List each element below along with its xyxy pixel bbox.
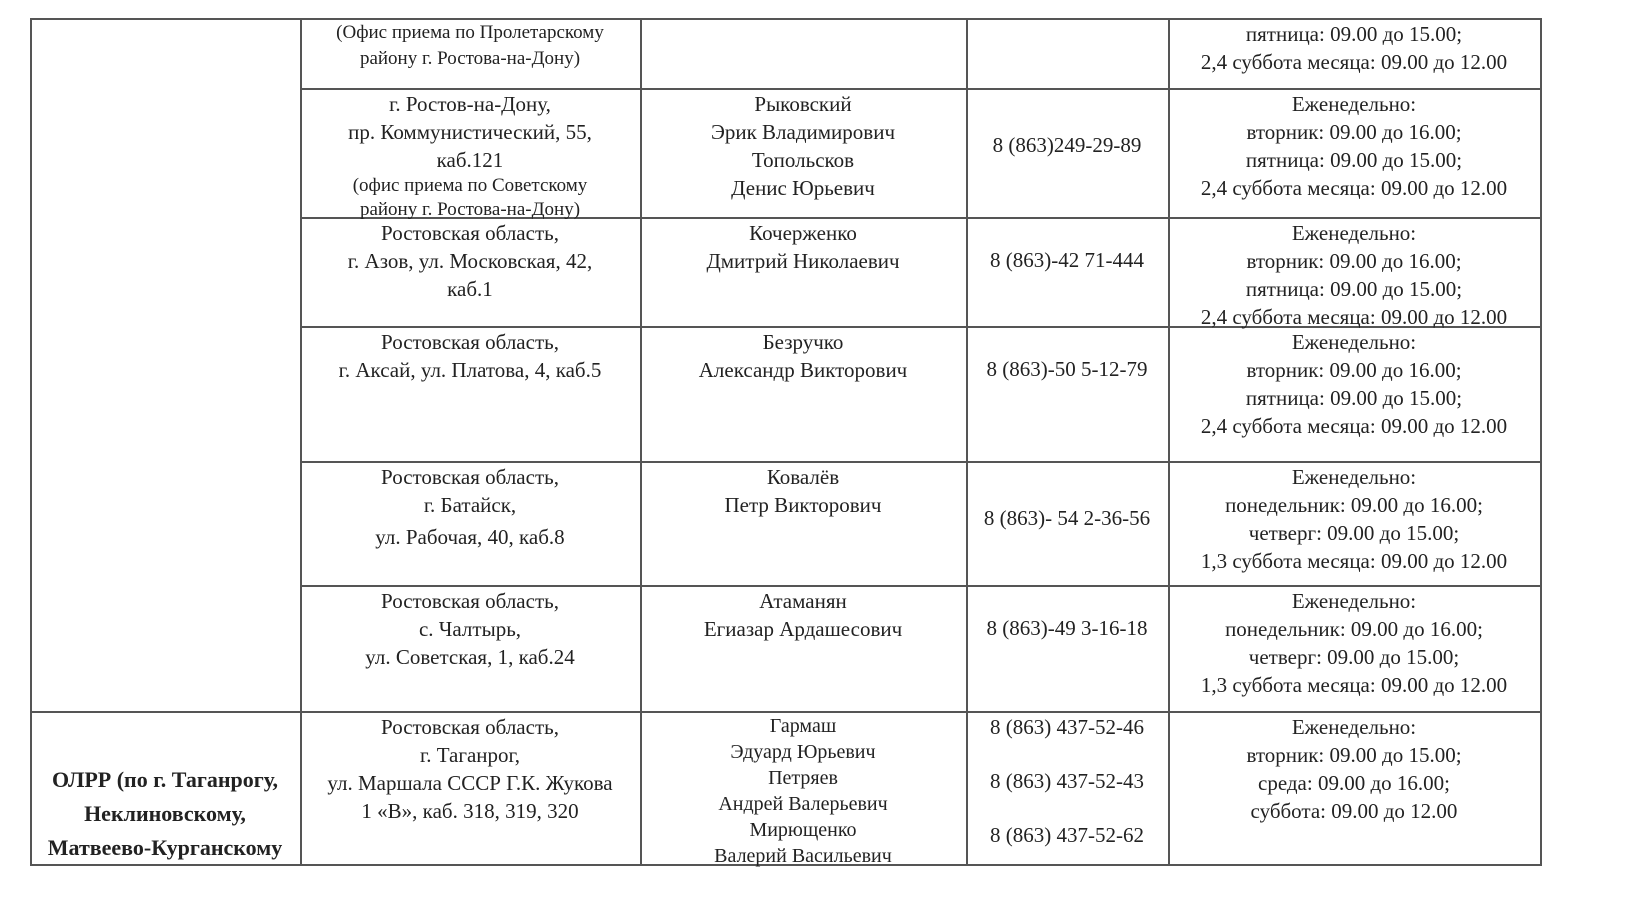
responsible-cell xyxy=(642,587,964,643)
person-line: Валерий Васильевич xyxy=(714,845,892,867)
schedule-line: 1,3 суббота месяца: 09.00 до 12.00 xyxy=(1200,549,1508,573)
person-line: Гармаш xyxy=(769,715,837,737)
address-line: району г. Ростова-на-Дону) xyxy=(359,48,581,69)
phone-number: 8 (863)- 54 2-36-56 xyxy=(983,506,1151,530)
schedule-cell xyxy=(1170,90,1538,202)
responsible-cell xyxy=(642,219,964,275)
phone-cell xyxy=(968,90,1166,200)
phone-cell xyxy=(968,463,1166,573)
responsible-cell xyxy=(642,463,964,519)
address-line: 1 «В», каб. 318, 319, 320 xyxy=(361,799,579,823)
address-cell xyxy=(302,328,638,384)
schedule-line: пятница: 09.00 до 15.00; xyxy=(1245,148,1463,172)
schedule-cell xyxy=(1170,328,1538,440)
department-line: Неклиновскому, xyxy=(84,801,246,826)
schedule-line: вторник: 09.00 до 16.00; xyxy=(1246,120,1462,144)
address-line: каб.121 xyxy=(436,148,504,172)
person-line: Безручко xyxy=(762,330,844,354)
address-line: г. Ростов-на-Дону, xyxy=(389,92,551,116)
person-line: Андрей Валерьевич xyxy=(718,793,888,815)
phone-cell xyxy=(968,355,1166,383)
address-line: Ростовская область, xyxy=(381,221,559,245)
address-line: (Офис приема по Пролетарскому xyxy=(336,22,604,43)
schedule-line: Еженедельно: xyxy=(1291,221,1417,245)
person-line: Петр Викторович xyxy=(724,493,882,517)
schedule-line: Еженедельно: xyxy=(1291,465,1417,489)
schedule-line: вторник: 09.00 до 16.00; xyxy=(1246,358,1462,382)
schedule-line: Еженедельно: xyxy=(1291,92,1417,116)
address-line: пр. Коммунистический, 55, xyxy=(348,120,592,144)
person-line: Эрик Владимирович xyxy=(710,120,896,144)
responsible-cell xyxy=(642,328,964,384)
phone-number: 8 (863)-50 5-12-79 xyxy=(986,357,1148,381)
schedule-line: Еженедельно: xyxy=(1291,715,1417,739)
address-line: району г. Ростова-на-Дону) xyxy=(359,199,581,220)
address-cell xyxy=(302,587,638,671)
address-line: Ростовская область, xyxy=(381,330,559,354)
person-line: Рыковский xyxy=(754,92,852,116)
address-line: Ростовская область, xyxy=(381,465,559,489)
address-line: ул. Советская, 1, каб.24 xyxy=(365,645,575,669)
schedule-cell xyxy=(1170,20,1538,76)
person-line: Кочерженко xyxy=(749,221,857,245)
schedule-cell xyxy=(1170,587,1538,699)
schedule-line: Еженедельно: xyxy=(1291,589,1417,613)
phone-number: 8 (863)-42 71-444 xyxy=(990,248,1144,272)
address-line: Ростовская область, xyxy=(381,589,559,613)
address-line: г. Азов, ул. Московская, 42, xyxy=(347,249,593,273)
person-line: Ковалёв xyxy=(766,465,840,489)
schedule-line: 2,4 суббота месяца: 09.00 до 12.00 xyxy=(1200,50,1508,74)
phone-number: 8 (863) 437-52-62 xyxy=(990,823,1144,847)
address-line: г. Таганрог, xyxy=(419,743,521,767)
phone-cell xyxy=(968,614,1166,642)
schedule-line: среда: 09.00 до 16.00; xyxy=(1258,771,1450,795)
person-line: Александр Викторович xyxy=(698,358,908,382)
responsible-cell xyxy=(642,90,964,202)
schedule-line: 1,3 суббота месяца: 09.00 до 12.00 xyxy=(1200,673,1508,697)
address-line: г. Батайск, xyxy=(423,493,517,517)
schedule-cell xyxy=(1170,463,1538,575)
schedule-line: четверг: 09.00 до 15.00; xyxy=(1248,645,1460,669)
person-line: Атаманян xyxy=(759,589,847,613)
person-line: Денис Юрьевич xyxy=(731,176,875,200)
schedule-cell xyxy=(1170,219,1538,331)
address-cell xyxy=(302,20,638,72)
phone-number: 8 (863)-49 3-16-18 xyxy=(986,616,1148,640)
schedule-line: 2,4 суббота месяца: 09.00 до 12.00 xyxy=(1200,176,1508,200)
phone-number: 8 (863)249-29-89 xyxy=(992,133,1142,157)
schedule-line: вторник: 09.00 до 15.00; xyxy=(1246,743,1462,767)
person-line: Мирющенко xyxy=(749,819,857,841)
address-cell xyxy=(302,219,638,303)
table-border-right xyxy=(1540,18,1542,866)
schedule-line: Еженедельно: xyxy=(1291,330,1417,354)
person-line: Егиазар Ардашесович xyxy=(703,617,903,641)
schedule-line: пятница: 09.00 до 15.00; xyxy=(1245,22,1463,46)
table-border-left xyxy=(30,18,32,866)
schedule-line: 2,4 суббота месяца: 09.00 до 12.00 xyxy=(1200,414,1508,438)
address-line: г. Аксай, ул. Платова, 4, каб.5 xyxy=(338,358,602,382)
schedule-line: пятница: 09.00 до 15.00; xyxy=(1245,277,1463,301)
person-line: Топольсков xyxy=(751,148,855,172)
person-line: Дмитрий Николаевич xyxy=(706,249,900,273)
address-line: (офис приема по Советскому xyxy=(352,175,588,196)
address-line: каб.1 xyxy=(447,277,493,301)
person-line: Эдуард Юрьевич xyxy=(730,741,876,763)
person-line: Петряев xyxy=(768,767,838,789)
schedule-line: понедельник: 09.00 до 16.00; xyxy=(1225,493,1483,517)
schedule-line: вторник: 09.00 до 16.00; xyxy=(1246,249,1462,273)
address-line: с. Чалтырь, xyxy=(418,617,522,641)
schedule-line: понедельник: 09.00 до 16.00; xyxy=(1225,617,1483,641)
address-cell xyxy=(302,713,638,825)
address-line: Ростовская область, xyxy=(381,715,559,739)
phone-cell xyxy=(968,246,1166,274)
schedule-line: суббота: 09.00 до 12.00 xyxy=(1250,799,1458,823)
department-cell xyxy=(32,763,298,865)
schedule-line: 2,4 суббота месяца: 09.00 до 12.00 xyxy=(1200,305,1508,329)
address-cell xyxy=(302,463,638,551)
responsible-cell xyxy=(642,713,964,869)
phone-number: 8 (863) 437-52-46 xyxy=(990,715,1144,739)
address-line: ул. Маршала СССР Г.К. Жукова xyxy=(327,771,613,795)
department-line: ОЛРР (по г. Таганрогу, xyxy=(51,767,279,792)
phone-number: 8 (863) 437-52-43 xyxy=(990,769,1144,793)
phone-cell xyxy=(968,713,1166,849)
address-cell xyxy=(302,90,638,222)
department-line: Матвеево-Курганскому xyxy=(47,835,283,860)
schedule-line: пятница: 09.00 до 15.00; xyxy=(1245,386,1463,410)
schedule-cell xyxy=(1170,713,1538,825)
address-line: ул. Рабочая, 40, каб.8 xyxy=(375,525,565,549)
schedule-line: четверг: 09.00 до 15.00; xyxy=(1248,521,1460,545)
